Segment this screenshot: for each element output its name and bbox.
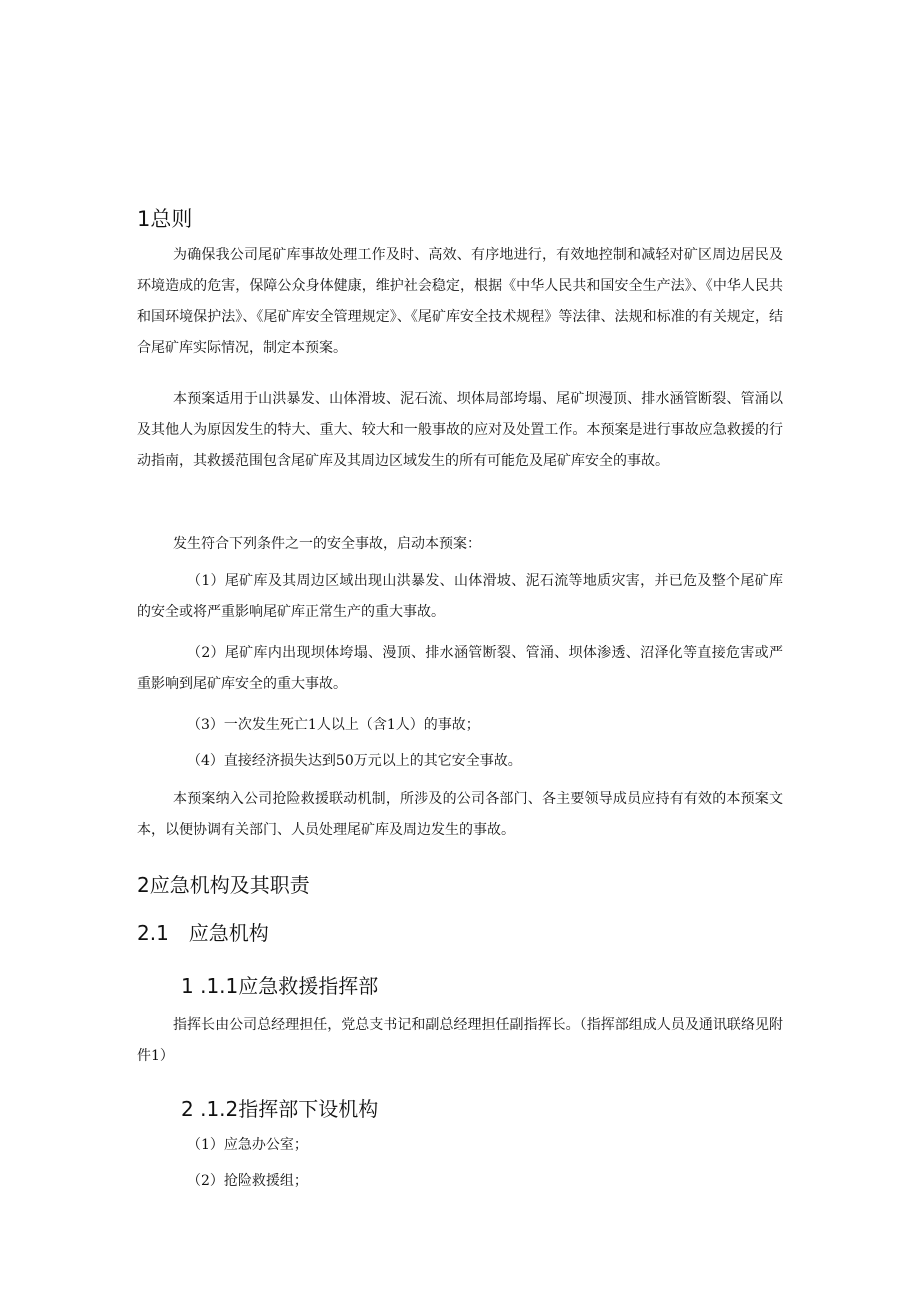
paragraph-linkage: 本预案纳入公司抢险救援联动机制，所涉及的公司各部门、各主要领导成员应持有有效的本预案文本，以便协调有关部门、人员处理尾矿库及周边发生的事故。	[137, 791, 783, 838]
section-heading-emergency-org: 2应急机构及其职责	[137, 873, 310, 897]
unit-item-1: （1）应急办公室；	[187, 1137, 308, 1153]
condition-item-4: （4）直接经济损失达到50万元以上的其它安全事故。	[187, 753, 522, 769]
paragraph-activation: 发生符合下列条件之一的安全事故，启动本预案：	[173, 536, 481, 552]
section-heading-general: 1总则	[137, 207, 193, 231]
paragraph-scope: 本预案适用于山洪暴发、山体滑坡、泥石流、坝体局部垮塌、尾矿坝漫顶、排水涵管断裂、管涌以及其他人为原因发生的特大、重大、较大和一般事故的应对及处置工作。本预案是进行事故应急救援的行动指南，其救援范围包含尾矿库及其周边区域发生的所有可能危及尾矿库安全的事故。	[137, 391, 783, 469]
unit-item-2: （2）抢险救援组；	[187, 1173, 308, 1189]
subsection-heading-sub-units: 2 .1.2指挥部下设机构	[181, 1097, 379, 1121]
paragraph-command: 指挥长由公司总经理担任，党总支书记和副总经理担任副指挥长。（指挥部组成人员及通讯联络见附件1）	[137, 1017, 783, 1064]
subsection-heading-2-1: 2.1 应急机构	[137, 921, 269, 945]
condition-item-1: （1）尾矿库及其周边区域出现山洪暴发、山体滑坡、泥石流等地质灾害，并已危及整个尾矿库的安全或将严重影响尾矿库正常生产的重大事故。	[137, 573, 783, 620]
subsection-heading-command: 1 .1.1应急救援指挥部	[181, 974, 379, 998]
paragraph-purpose: 为确保我公司尾矿库事故处理工作及时、高效、有序地进行，有效地控制和减轻对矿区周边居民及环境造成的危害，保障公众身体健康，维护社会稳定，根据《中华人民共和国安全生产法》、《中华人民共和国环境保护法》、《尾矿库安全管理规定》、《尾矿库安全技术规程》等法律、法规和标准的有关规定，结合尾矿库实际情况，制定本预案。	[137, 247, 783, 356]
condition-item-3: （3）一次发生死亡1人以上（含1人）的事故；	[187, 717, 480, 733]
condition-item-2: （2）尾矿库内出现坝体垮塌、漫顶、排水涵管断裂、管涌、坝体渗透、沼泽化等直接危害或严重影响到尾矿库安全的重大事故。	[137, 645, 783, 692]
